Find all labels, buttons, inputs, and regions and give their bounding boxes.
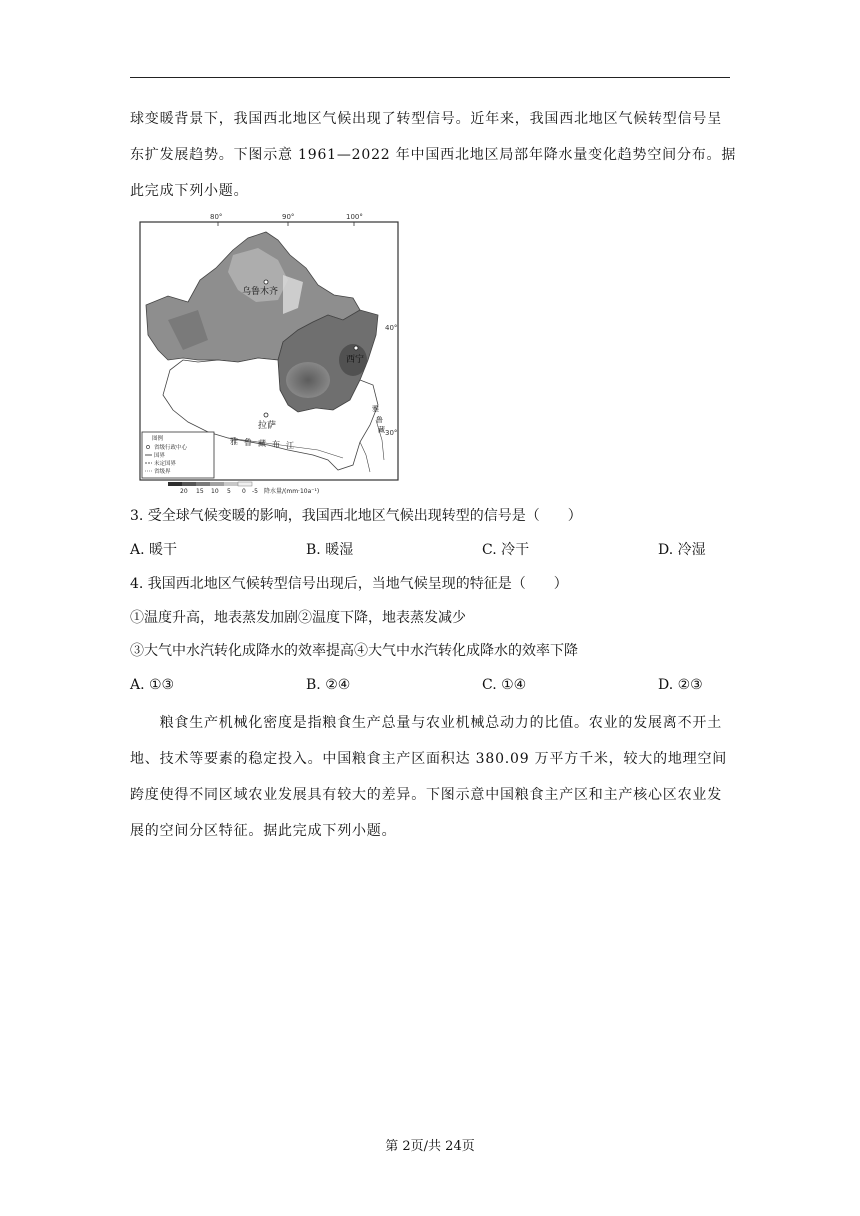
q4-option-b[interactable]: B. ②④ [306, 677, 351, 693]
city-label: 乌鲁木齐 [242, 287, 279, 297]
page-footer: 第 2页/共 24页 [385, 1139, 475, 1154]
place-label: 雅 [372, 405, 379, 413]
lon-label: 100° [346, 213, 363, 221]
legend-item: 省级行政中心 [154, 445, 188, 451]
passage-line: 粮食生产机械化密度是指粮食生产总量与农业机械总动力的比值。农业的发展离不开土 [130, 715, 722, 731]
scale-label: 降水量/(mm·10a⁻¹) [264, 488, 320, 495]
passage-line: 此完成下列小题。 [130, 183, 249, 199]
question-4-stem: 4. 我国西北地区气候转型信号出现后，当地气候呈现的特征是（ ） [130, 576, 568, 592]
q3-option-d[interactable]: D. 冷湿 [658, 542, 706, 558]
q4-statement: ③大气中水汽转化成降水的效率提高④大气中水汽转化成降水的效率下降 [130, 643, 578, 659]
city-marker [264, 413, 268, 417]
lat-label: 30° [385, 429, 398, 437]
place-label: 布 [272, 440, 280, 449]
q4-option-d[interactable]: D. ②③ [658, 677, 703, 693]
legend-item: 未定国界 [154, 461, 177, 467]
header-rule [130, 77, 730, 78]
passage-intro [130, 101, 737, 209]
lon-label: 80° [210, 213, 223, 221]
precipitation-trend-map [138, 210, 400, 495]
place-label: 鲁 [376, 416, 383, 424]
q3-option-a[interactable]: A. 暖干 [130, 542, 178, 558]
scale-tick: 5 [227, 488, 231, 495]
q4-option-a[interactable]: A. ①③ [130, 677, 175, 693]
scale-tick: -5 [252, 488, 258, 495]
legend-item: 省级界 [154, 469, 171, 475]
color-scale [168, 482, 319, 495]
legend-item: 国界 [154, 453, 166, 459]
place-label: 藏 [378, 426, 385, 434]
passage-line: 球变暖背景下，我国西北地区气候出现了转型信号。近年来，我国西北地区气候转型信号呈 [130, 111, 722, 127]
place-label: 鲁 [244, 438, 252, 447]
city-label: 西宁 [346, 355, 365, 365]
question-3-stem: 3. 受全球气候变暖的影响，我国西北地区气候出现转型的信号是（ ） [130, 508, 582, 524]
city-label: 拉萨 [258, 421, 277, 431]
lat-label: 40° [385, 324, 398, 332]
place-label: 雅 [230, 437, 238, 446]
place-label: 藏 [258, 439, 266, 448]
passage-grain [130, 705, 732, 849]
q4-statement: ①温度升高，地表蒸发加剧②温度下降，地表蒸发减少 [130, 610, 466, 626]
city-marker [264, 280, 268, 284]
passage-line: 地、技术等要素的稳定投入。中国粮食主产区面积达 380.09 万平方千米，较大的地理空间 [130, 751, 728, 767]
q3-option-c[interactable]: C. 冷干 [482, 542, 530, 558]
q3-option-b[interactable]: B. 暖湿 [306, 542, 354, 558]
scale-tick: 20 [180, 488, 188, 495]
city-marker [354, 346, 358, 350]
q4-option-c[interactable]: C. ①④ [482, 677, 527, 693]
passage-line: 展的空间分区特征。据此完成下列小题。 [130, 823, 397, 839]
scale-tick: 0 [242, 488, 246, 495]
passage-line: 东扩发展趋势。下图示意 1961—2022 年中国西北地区局部年降水量变化趋势空间分布。据 [130, 147, 737, 163]
lon-label: 90° [282, 213, 295, 221]
scale-tick: 10 [211, 488, 219, 495]
legend-title: 图例 [152, 436, 164, 442]
passage-line: 跨度使得不同区域农业发展具有较大的差异。下图示意中国粮食主产区和主产核心区农业发 [130, 787, 722, 803]
scale-tick: 15 [196, 488, 204, 495]
place-label: 江 [286, 441, 294, 450]
